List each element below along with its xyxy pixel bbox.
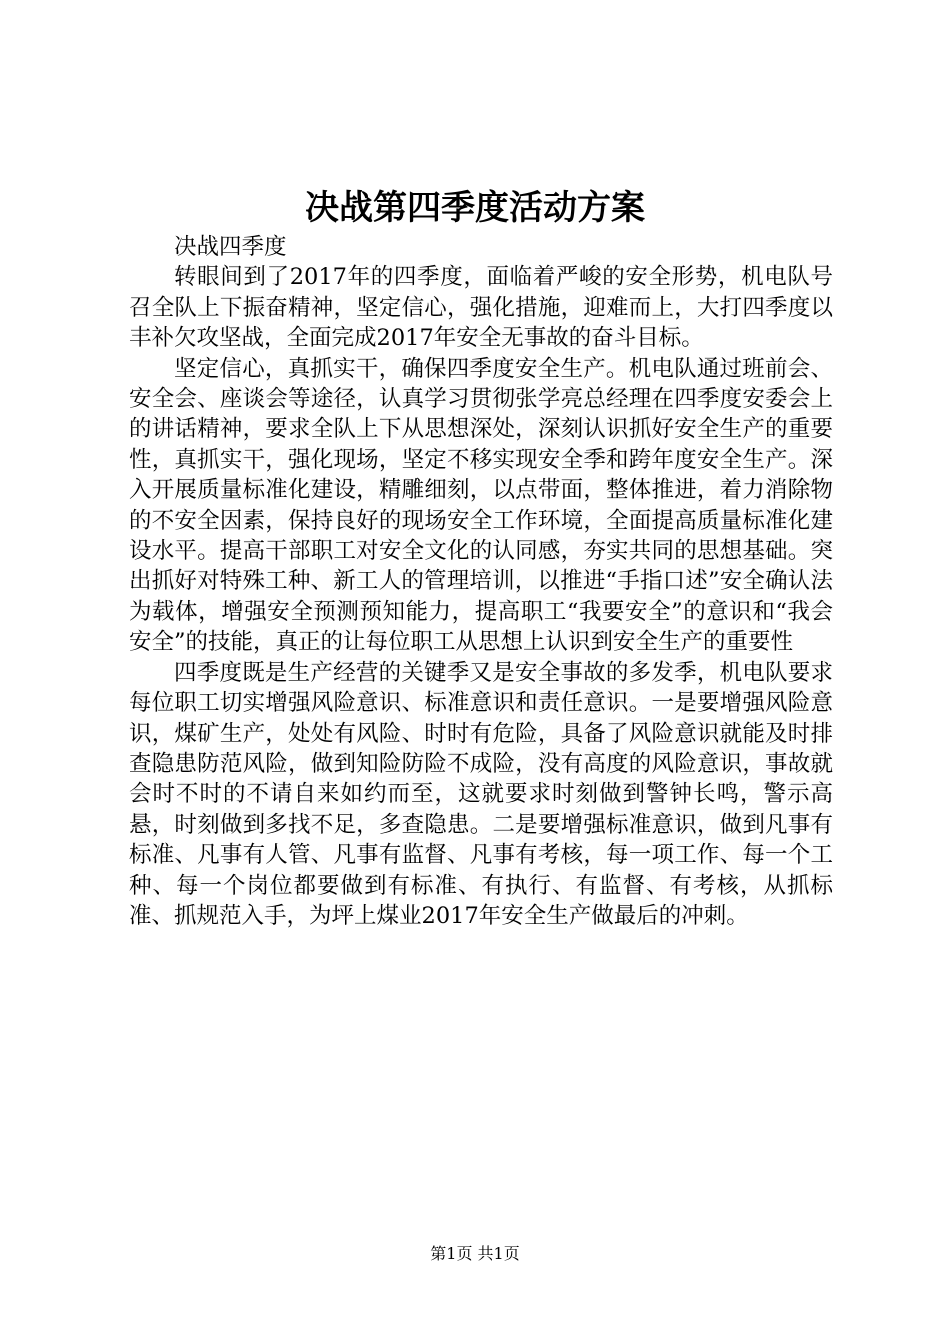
document-title: 决战第四季度活动方案 bbox=[305, 188, 645, 228]
document-body bbox=[129, 232, 833, 931]
paragraph-confidence: 坚定信心，真抓实干，确保四季度安全生产。机电队通过班前会、安全会、座谈会等途径，认真学习贯彻张学亮总经理在四季度安委会上的讲话精神，要求全队上下从思想深处，深刻认识抓好安全生产的重要性，真抓实干，强化现场，坚定不移实现安全季和跨年度安全生产。深入开展质量标准化建设，精雕细刻，以点带面，整体推进，着力消除物的不安全因素，保持良好的现场安全工作环境，全面提高质量标准化建设水平。提高干部职工对安全文化的认同感，夯实共同的思想基础。突出抓好对特殊工种、新工人的管理培训，以推进“手指口述”安全确认法为载体，增强安全预测预知能力，提高职工“我要安全”的意识和“我会安全”的技能，真正的让每位职工从思想上认识到安全生产的重要性 bbox=[129, 355, 833, 656]
page-footer: 第1页 共1页 bbox=[430, 1244, 520, 1263]
paragraph-subtitle: 决战四季度 bbox=[174, 234, 287, 260]
paragraph-intro: 转眼间到了2017年的四季度，面临着严峻的安全形势，机电队号召全队上下振奋精神，坚定信心，强化措施，迎难而上，大打四季度以丰补欠攻坚战，全面完成2017年安全无事故的奋斗目标。 bbox=[129, 264, 833, 352]
paragraph-risk-awareness: 四季度既是生产经营的关键季又是安全事故的多发季，机电队要求每位职工切实增强风险意识、标准意识和责任意识。一是要增强风险意识，煤矿生产，处处有风险、时时有危险，具备了风险意识就能及时排查隐患防范风险，做到知险防险不成险，没有高度的风险意识，事故就会时不时的不请自来如约而至，这就要求时刻做到警钟长鸣，警示高悬，时刻做到多找不足，多查隐患。二是要增强标准意识，做到凡事有标准、凡事有人管、凡事有监督、凡事有考核，每一项工作、每一个工种、每一个岗位都要做到有标准、有执行、有监督、有考核，从抓标准、抓规范入手，为坪上煤业2017年安全生产做最后的冲刺。 bbox=[129, 659, 833, 929]
